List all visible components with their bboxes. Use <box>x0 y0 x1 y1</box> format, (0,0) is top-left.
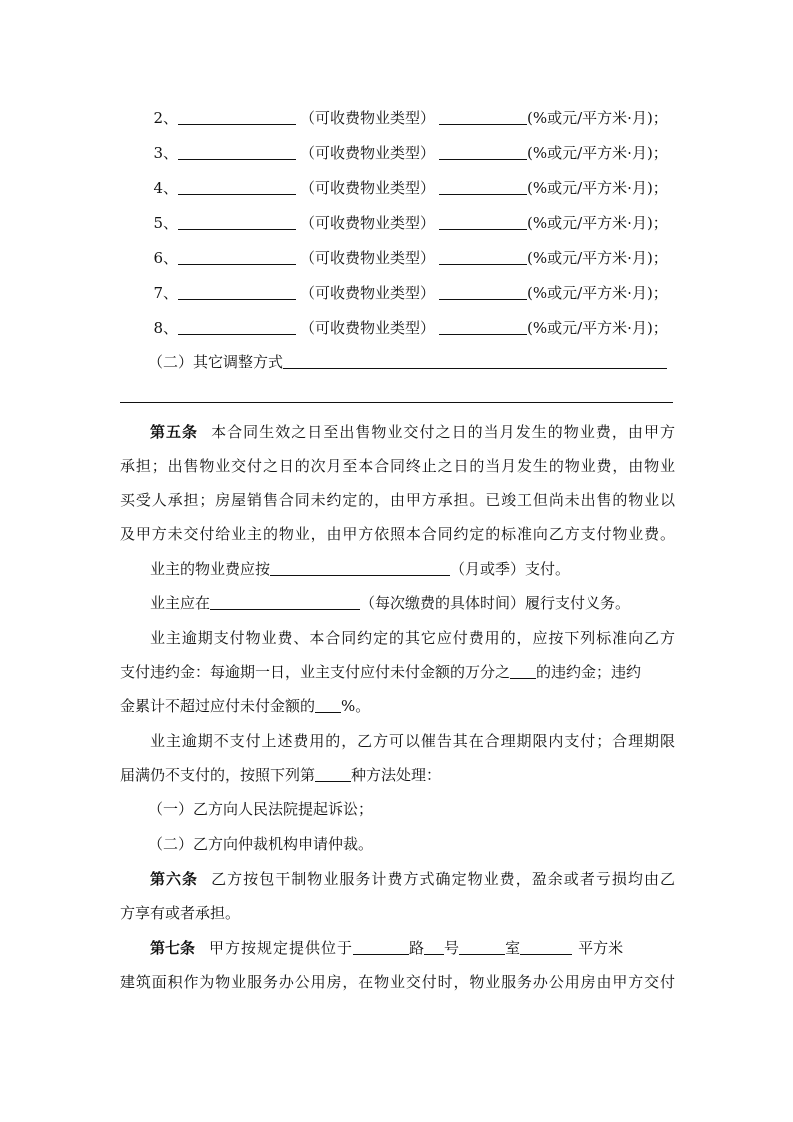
nonpay-line2 <box>120 764 675 786</box>
pay-period-label: 业主的物业费应按 <box>150 560 271 578</box>
fee-row-number: 8、 <box>153 319 178 337</box>
fee-row-number: 6、 <box>153 249 178 267</box>
nonpay-text-2a: 届满仍不支付的，按照下列第 <box>120 766 316 784</box>
art7-road-blank <box>353 938 409 955</box>
fee-unit-label: (%或元/平方米·月)； <box>527 284 668 302</box>
art7-no-blank <box>424 938 444 955</box>
art7-title: 第七条 <box>150 939 196 957</box>
art5-line1 <box>120 421 675 443</box>
overdue-cap-blank <box>315 696 341 713</box>
fee-type-blank <box>178 213 296 230</box>
pay-time-suffix: （每次缴费的具体时间）履行支付义务。 <box>360 594 631 612</box>
art5-text-1: 本合同生效之日至出售物业交付之日的当月发生的物业费，由甲方 <box>210 423 675 441</box>
art7-no-label: 号 <box>444 939 460 957</box>
overdue-text-2a: 支付违约金：每逾期一日，业主支付应付未付金额的万分之 <box>120 663 511 681</box>
fee-unit-label: (%或元/平方米·月)； <box>527 109 668 127</box>
art7-line2: 建筑面积作为物业服务办公用房，在物业交付时，物业服务办公用房由甲方交付 <box>120 973 675 991</box>
option-arbitration: （二）乙方向仲裁机构申请仲裁。 <box>148 835 374 853</box>
other-adjust-line <box>120 351 675 373</box>
fee-unit-label: (%或元/平方米·月)； <box>527 249 668 267</box>
fee-row-number: 3、 <box>153 144 178 162</box>
fee-rate-blank <box>439 318 527 335</box>
fee-type-blank <box>178 178 296 195</box>
fee-rate-blank <box>439 248 527 265</box>
fee-row-number: 7、 <box>153 284 178 302</box>
fee-type-label: （可收费物业类型） <box>300 319 436 337</box>
fee-type-label: （可收费物业类型） <box>300 144 436 162</box>
fee-unit-label: (%或元/平方米·月)； <box>527 214 668 232</box>
fee-type-blank <box>178 248 296 265</box>
art7-road-label: 路 <box>409 939 425 957</box>
nonpay-method-blank <box>315 765 351 782</box>
art6-line2: 方享有或者承担。 <box>120 904 241 922</box>
pay-period-blank <box>270 559 450 576</box>
fee-rate-row <box>120 282 675 304</box>
fee-rate-row <box>120 142 675 164</box>
fee-type-label: （可收费物业类型） <box>300 214 436 232</box>
art7-room-label: 室 <box>505 939 521 957</box>
fee-rate-blank <box>439 283 527 300</box>
pay-period-line <box>120 558 705 580</box>
art7-line1 <box>120 937 705 959</box>
fee-unit-label: (%或元/平方米·月)； <box>527 319 668 337</box>
fee-row-number: 4、 <box>153 179 178 197</box>
art6-line1 <box>120 868 675 890</box>
pay-period-suffix: （月或季）支付。 <box>450 560 571 578</box>
art6-text-1: 乙方按包干制物业服务计费方式确定物业费，盈余或者亏损均由乙 <box>210 870 675 888</box>
nonpay-text-2b: 种方法处理： <box>351 766 442 784</box>
art7-text-1a: 甲方按规定提供位于 <box>209 939 354 957</box>
art5-line2: 承担；出售物业交付之日的次月至本合同终止之日的当月发生的物业费，由物业 <box>120 457 675 475</box>
fee-row-number: 2、 <box>153 109 178 127</box>
option-litigation: （一）乙方向人民法院提起诉讼； <box>148 800 374 818</box>
fee-unit-label: (%或元/平方米·月)； <box>527 144 668 162</box>
continuation-blank-line <box>120 402 673 403</box>
art7-room-blank <box>459 938 505 955</box>
fee-type-blank <box>178 283 296 300</box>
nonpay-line1: 业主逾期不支付上述费用的，乙方可以催告其在合理期限内支付；合理期限 <box>150 732 675 750</box>
art5-line4: 及甲方未交付给业主的物业，由甲方依照本合同约定的标准向乙方支付物业费。 <box>120 525 675 543</box>
art6-title: 第六条 <box>150 870 199 888</box>
fee-rate-row <box>120 247 675 269</box>
art7-area-blank <box>520 938 572 955</box>
overdue-text-3a: 金累计不超过应付未付金额的 <box>120 697 316 715</box>
fee-rate-row <box>120 107 675 129</box>
art7-sqm-label: 平方米 <box>578 939 624 957</box>
fee-type-label: （可收费物业类型） <box>300 284 436 302</box>
fee-type-label: （可收费物业类型） <box>300 249 436 267</box>
overdue-text-3b: %。 <box>341 697 371 715</box>
art5-line3: 买受人承担；房屋销售合同未约定的，由甲方承担。已竣工但尚未出售的物业以 <box>120 491 675 509</box>
overdue-line1: 业主逾期支付物业费、本合同约定的其它应付费用的，应按下列标准向乙方 <box>150 629 675 647</box>
overdue-text-2b: 的违约金；违约 <box>536 663 642 681</box>
overdue-line2 <box>120 661 675 683</box>
fee-unit-label: (%或元/平方米·月)； <box>527 179 668 197</box>
fee-rate-blank <box>439 108 527 125</box>
other-adjust-label: （二）其它调整方式 <box>148 353 284 371</box>
fee-rate-blank <box>439 213 527 230</box>
fee-type-blank <box>178 318 296 335</box>
fee-type-blank <box>178 108 296 125</box>
fee-rate-blank <box>439 178 527 195</box>
art5-title: 第五条 <box>150 423 199 441</box>
fee-type-label: （可收费物业类型） <box>300 179 436 197</box>
fee-type-blank <box>178 143 296 160</box>
overdue-line3 <box>120 695 675 717</box>
fee-rate-blank <box>439 143 527 160</box>
overdue-rate-blank <box>510 662 536 679</box>
pay-time-blank <box>210 593 360 610</box>
fee-rate-row <box>120 212 675 234</box>
fee-type-label: （可收费物业类型） <box>300 109 436 127</box>
fee-row-number: 5、 <box>153 214 178 232</box>
fee-rate-row <box>120 317 675 339</box>
other-adjust-blank <box>283 352 667 369</box>
pay-time-label: 业主应在 <box>150 594 211 612</box>
pay-time-line <box>120 592 705 614</box>
fee-rate-row <box>120 177 675 199</box>
